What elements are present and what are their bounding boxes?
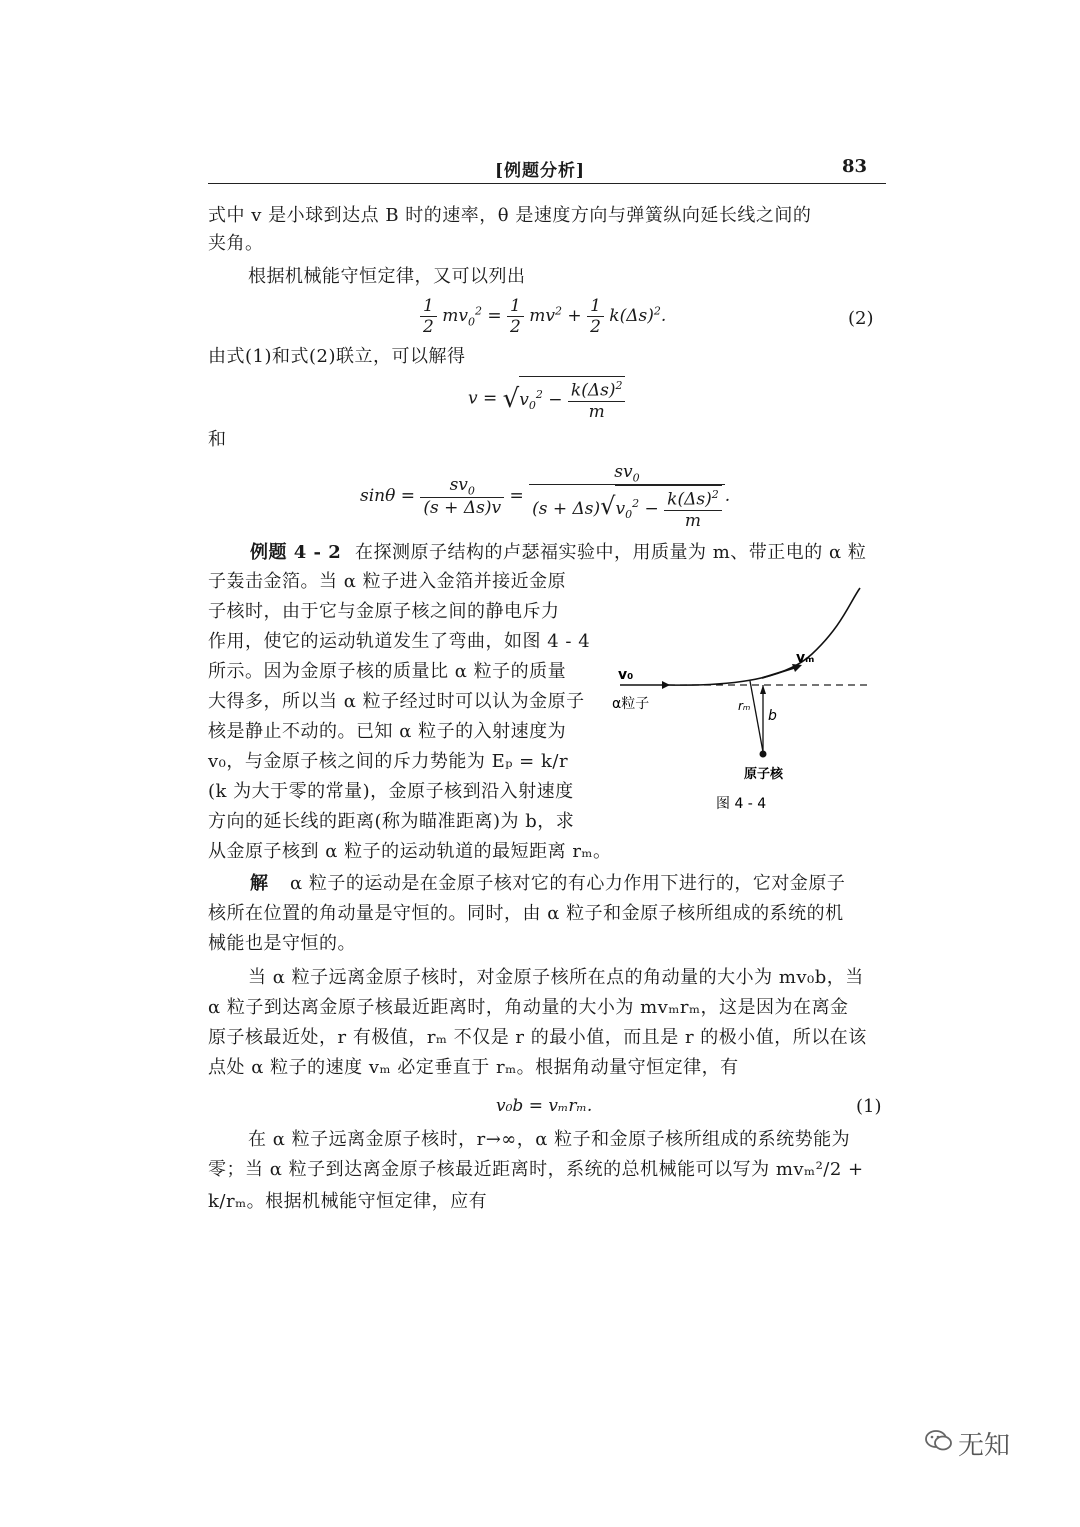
paragraph-line: 在探测原子结构的卢瑟福实验中，用质量为 m、带正电的 α 粒: [355, 542, 867, 563]
b-label: b: [768, 708, 777, 724]
paragraph-line: (k 为大于零的常量)，金原子核到沿入射速度: [208, 781, 574, 802]
paragraph-line: 大得多，所以当 α 粒子经过时可以认为金原子: [208, 691, 585, 712]
watermark-text: 无知: [958, 1431, 1011, 1461]
header-divider: [208, 183, 886, 184]
page-number: 83: [842, 156, 868, 177]
paragraph-line: v₀，与金原子核之间的斥力势能为 Eₚ = k/r: [208, 751, 569, 772]
equation-angular-momentum: v₀b = vₘrₘ.: [496, 1096, 593, 1116]
figure-caption: 图 4 - 4: [716, 796, 767, 812]
paragraph-line: 根据机械能守恒定律，又可以列出: [248, 266, 526, 287]
vm-arrow: [762, 668, 794, 678]
v0-arrowhead: [662, 681, 670, 689]
alpha-trajectory-curve: [668, 588, 860, 685]
paragraph-line: 由式(1)和式(2)联立，可以解得: [208, 346, 466, 367]
nucleus-label: 原子核: [744, 767, 784, 782]
paragraph-line: 从金原子核到 α 粒子的运动轨道的最短距离 rₘ。: [208, 841, 612, 862]
paragraph-line: 核是静止不动的。已知 α 粒子的入射速度为: [208, 721, 567, 742]
paragraph-line: 核所在位置的角动量是守恒的。同时，由 α 粒子和金原子核所组成的系统的机: [208, 903, 844, 924]
figure-rutherford-scattering: [612, 582, 888, 822]
example-label: 例题 4 - 2: [250, 542, 342, 563]
paragraph-line: 零；当 α 粒子到达离金原子核最近距离时，系统的总机械能可以写为 mvₘ²/2 +: [208, 1159, 864, 1180]
solution-label: 解: [250, 873, 269, 894]
paragraph-line: 夹角。: [208, 233, 264, 254]
paragraph-line: α 粒子到达离金原子核最近距离时，角动量的大小为 mvₘrₘ，这是因为在离金: [208, 997, 849, 1018]
vm-label: vₘ: [796, 650, 815, 666]
paragraph-line: 所示。因为金原子核的质量比 α 粒子的质量: [208, 661, 567, 682]
alpha-label: α粒子: [612, 696, 650, 712]
v0-label: v₀: [618, 667, 634, 683]
paragraph-line: 点处 α 粒子的速度 vₘ 必定垂直于 rₘ。根据角动量守恒定律，有: [208, 1057, 739, 1078]
nucleus-dot: [760, 751, 767, 758]
paragraph-line: 子轰击金箔。当 α 粒子进入金箔并接近金原: [208, 571, 567, 592]
equation-number: (1): [856, 1096, 882, 1117]
equation-sin-theta: sinθ = $\frac{sv_0}{(s + \Delta s)v}$ = $sv_0$ $(s + \Delta s)√v_0^2$ − $\frac{k(\Delta s)^2}{m}$ .: [360, 462, 731, 532]
rm-label: rₘ: [738, 699, 751, 713]
paragraph-line: 和: [208, 429, 227, 450]
equation-number: (2): [848, 308, 874, 329]
equation-velocity: $v = √v_0^2$ − $\frac{k(\Delta s)^2}{m}$: [468, 376, 625, 422]
running-header: [例题分析]: [494, 161, 586, 181]
paragraph-line: 械能也是守恒的。: [208, 933, 356, 954]
wechat-icon: [924, 1428, 954, 1454]
paragraph-line: 子核时，由于它与金原子核之间的静电斥力: [208, 601, 560, 622]
paragraph-line: α 粒子的运动是在金原子核对它的有心力作用下进行的，它对金原子: [290, 873, 846, 894]
b-arrowhead: [760, 685, 766, 694]
paragraph-line: 原子核最近处，r 有极值，rₘ 不仅是 r 的最小值，而且是 r 的极小值，所以在该: [208, 1027, 867, 1048]
equation-energy: $\frac{1}{2}$ $mv_0^2$ = $\frac{1}{2}$ $mv^2$ + $\frac{1}{2}$ $k(\Delta s)^2$.: [420, 296, 666, 337]
paragraph-line: k/rₘ。根据机械能守恒定律，应有: [208, 1191, 488, 1212]
paragraph-line: 方向的延长线的距离(称为瞄准距离)为 b，求: [208, 811, 575, 832]
paragraph-line: 当 α 粒子远离金原子核时，对金原子核所在点的角动量的大小为 mv₀b，当: [248, 967, 864, 988]
paragraph-line: 式中 v 是小球到达点 B 时的速率，θ 是速度方向与弹簧纵向延长线之间的: [208, 205, 812, 226]
paragraph-line: 在 α 粒子远离金原子核时，r→∞，α 粒子和金原子核所组成的系统势能为: [248, 1129, 851, 1150]
paragraph-line: 作用，使它的运动轨道发生了弯曲，如图 4 - 4: [208, 631, 591, 652]
